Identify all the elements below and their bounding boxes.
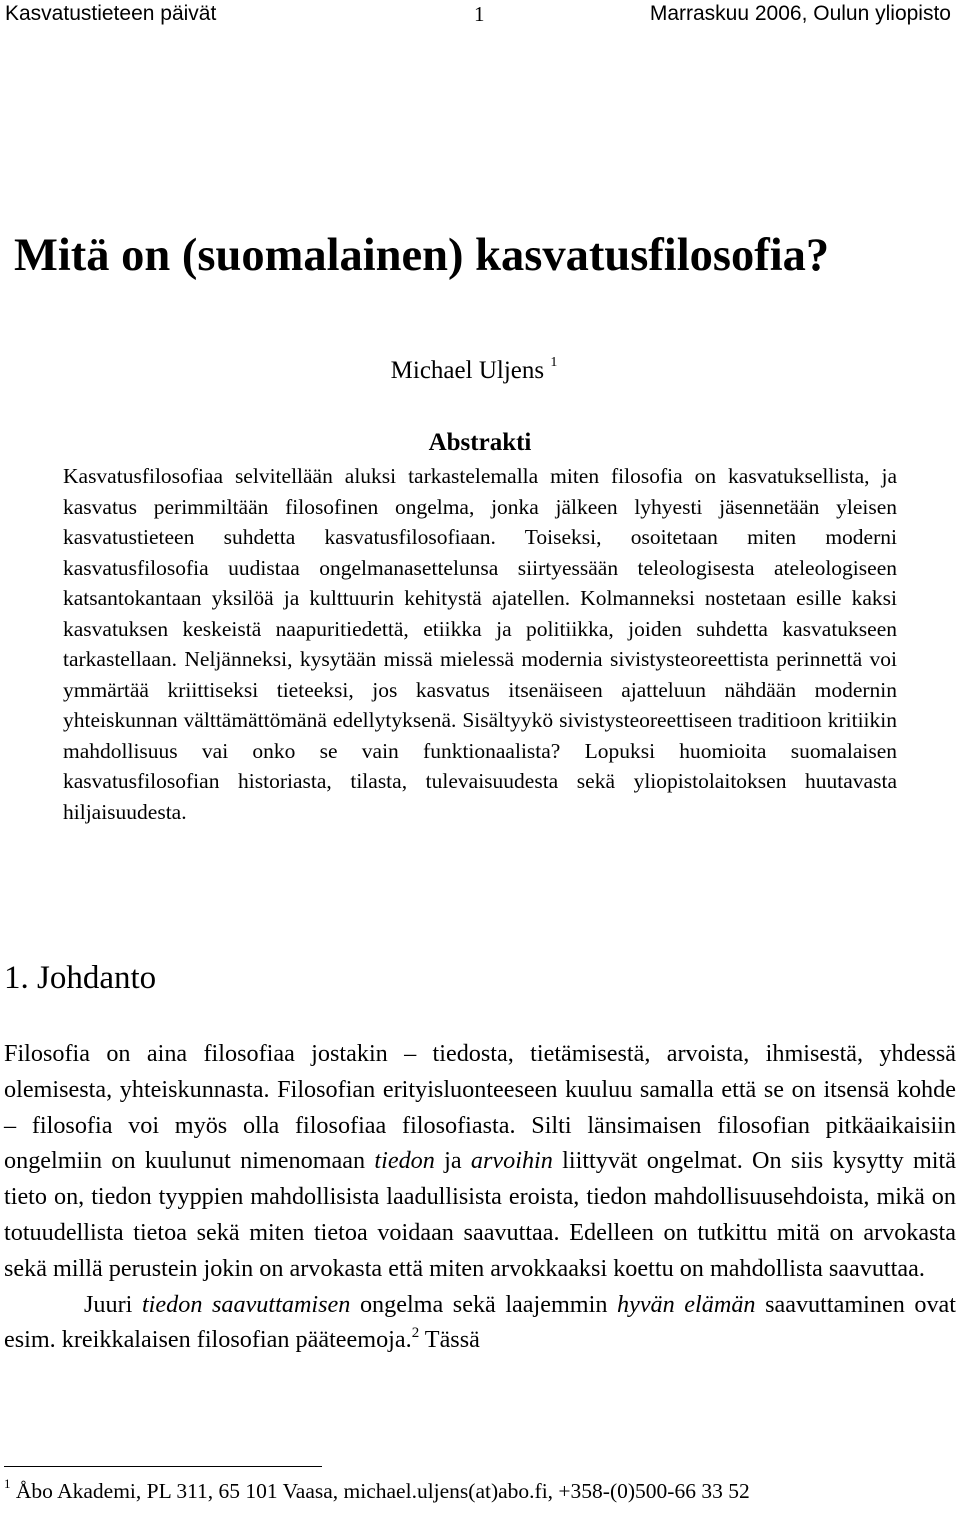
footnote-text: Åbo Akademi, PL 311, 65 101 Vaasa, michael.uljens(at)abo.fi, +358-(0)500-66 33 52	[10, 1479, 750, 1503]
page-number: 1	[474, 2, 485, 26]
emphasis-hyvan-elaman: hyvän elämän	[616, 1290, 756, 1318]
paragraph-1-text: ja	[434, 1147, 471, 1175]
paper-title: Mitä on (suomalainen) kasvatusfilosofia?	[14, 230, 830, 281]
author-line	[0, 355, 948, 387]
author-name: Michael Uljens	[390, 357, 545, 384]
paragraph-1-text: liittyvät ongelmat. On siis kysytty mitä tieto on, tiedon tyyppien mahdollisista laadullisista eroista, tiedon mahdollisuusehdoista, mikä on totuudellista tietoa sekä miten tietoa voidaan saavuttaa. Edelleen on tutkittu mitä on arvokasta sekä millä perustein jokin on arvokasta että miten arvokkaaksi koettu on mahdollista saavuttaa.	[4, 1147, 956, 1282]
abstract-text: Kasvatusfilosofiaa selvitellään aluksi tarkastelemalla miten filosofia on kasvatuksellista, ja kasvatus perimmiltään filosofinen ongelma, jonka jälkeen lyhyesti jäsennetään yleisen kasvatustieteen suhdetta kasvatusfilosofiaan. Toiseksi, osoitetaan miten moderni kasvatusfilosofia uudistaa ongelmanasettelunsa siirtyessään teleologisesta ateleologiseen katsantokantaan yksilöä ja kulttuurin kehitystä ajatellen. Kolmanneksi nostetaan esille kaksi kasvatuksen keskeistä naapuritiedettä, etiikka ja politiikka, joiden suhdetta kasvatukseen tarkastellaan. Neljänneksi, kysytään missä mielessä modernia sivistysteoreettista perinnettä voi ymmärtää kriittiseksi tieteeksi, jos kasvatus itsenäiseen ajatteluun nähdään modernin yhteiskunnan välttämättömänä edellytyksenä. Sisältyykö sivistysteoreettiseen traditioon kritiikin mahdollisuus vai onko se vain funktionaalista? Lopuksi huomioita suomalaisen kasvatusfilosofian historiasta, tilasta, tulevaisuudesta sekä yliopistolaitoksen huutavasta hiljaisuudesta.	[63, 464, 897, 824]
running-header-left: Kasvatustieteen päivät	[5, 2, 217, 25]
footnote-divider	[4, 1466, 322, 1467]
footnote-reference-2[interactable]: 2	[411, 1325, 420, 1342]
emphasis-arvoihin: arvoihin	[470, 1147, 553, 1175]
body-text	[4, 1036, 956, 1358]
footnote-mark: 1	[4, 1476, 11, 1491]
running-header-right: Marraskuu 2006, Oulun yliopisto	[649, 2, 951, 25]
paragraph-2-text: saavuttaminen ovat esim. kreikkalaisen filosofian pääteemoja.	[4, 1290, 956, 1354]
footnote	[4, 1476, 750, 1506]
author-footnote-mark: 1	[550, 355, 558, 370]
paragraph-2	[4, 1287, 956, 1359]
paragraph-1-text: Filosofia on aina filosofiaa jostakin – tiedosta, tietämisestä, arvoista, ihmisestä, yhdessä olemisesta, yhteiskunnasta. Filosofian erityisluonteeseen kuuluu samalla että se on itsensä kohde – filosofia voi myös olla filosofiaa filosofiasta. Silti länsimaisen filosofian pitkäaikaisiin ongelmiin on kuulunut nimenomaan	[4, 1040, 956, 1175]
abstract-heading: Abstrakti	[428, 429, 532, 456]
emphasis-tiedon-saavuttamisen: tiedon saavuttamisen	[141, 1290, 351, 1318]
paragraph-2-text: ongelma sekä laajemmin	[350, 1290, 617, 1318]
paragraph-2-text: Juuri	[84, 1290, 142, 1318]
paragraph-2-text: Tässä	[419, 1326, 480, 1354]
paragraph-1	[4, 1036, 956, 1287]
section-heading: 1. Johdanto	[4, 960, 157, 996]
emphasis-tiedon: tiedon	[374, 1147, 435, 1175]
